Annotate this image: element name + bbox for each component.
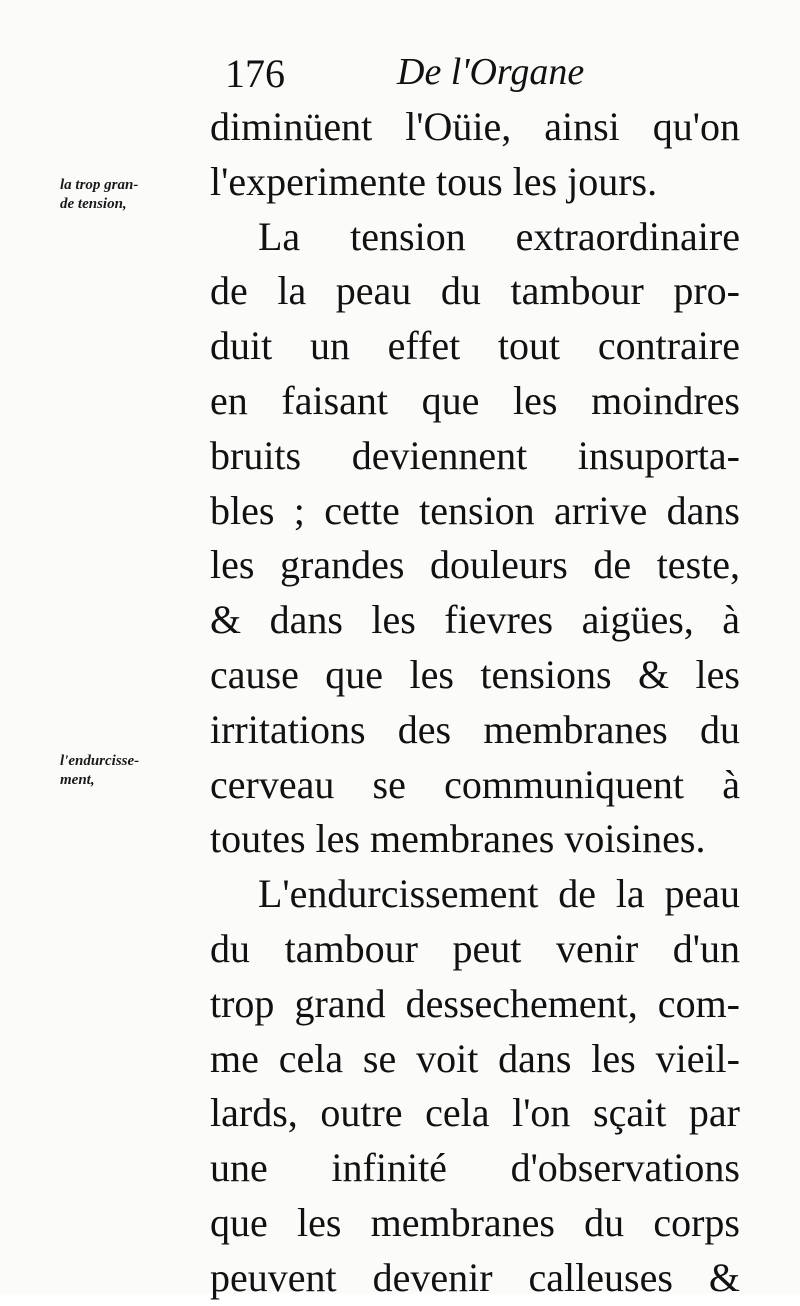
- page-header: [225, 42, 745, 102]
- body-text: [210, 100, 740, 1306]
- text-line: cerveau se communiquent à: [210, 761, 740, 807]
- text-line: bruits deviennent insuporta-: [210, 432, 740, 478]
- text-line: L'endurcissement de la peau: [258, 871, 740, 917]
- text-line: toutes les membranes voisines.: [210, 816, 706, 862]
- text-line: en faisant que les moindres: [210, 377, 740, 423]
- text-line: irritations des membranes du: [210, 706, 740, 752]
- text-line: du tambour peut venir d'un: [210, 925, 740, 971]
- margin-note-line: ment,: [60, 772, 95, 788]
- text-line: bles ; cette tension arrive dans: [210, 487, 740, 533]
- text-line: l'experimente tous les jours.: [210, 158, 658, 204]
- page-number: 176: [225, 51, 285, 96]
- text-line: une infinité d'observations: [210, 1145, 740, 1191]
- text-line: que les membranes du corps: [210, 1199, 740, 1245]
- running-title: De l'Organe: [397, 51, 585, 93]
- margin-note-line: de tension,: [60, 196, 127, 212]
- text-line: duit un effet tout contraire: [210, 323, 740, 369]
- text-line: lards, outre cela l'on sçait par: [210, 1090, 740, 1136]
- text-line: peuvent devenir calleuses &: [210, 1254, 740, 1300]
- margin-note-endurcissement: [60, 752, 200, 790]
- text-line: La tension extraordinaire: [258, 213, 740, 259]
- text-line: diminüent l'Oüie, ainsi qu'on: [210, 104, 740, 149]
- text-line: de la peau du tambour pro-: [210, 268, 740, 314]
- margin-note-tension: [60, 176, 200, 214]
- text-line: trop grand dessechement, com-: [210, 980, 740, 1026]
- text-line: me cela se voit dans les vieil-: [210, 1035, 740, 1081]
- text-line: & dans les fievres aigües, à: [210, 597, 740, 643]
- margin-note-line: la trop gran-: [60, 177, 139, 193]
- text-line: les grandes douleurs de teste,: [210, 542, 740, 588]
- margin-note-line: l'endurcisse-: [60, 753, 140, 769]
- text-line: cause que les tensions & les: [210, 651, 740, 697]
